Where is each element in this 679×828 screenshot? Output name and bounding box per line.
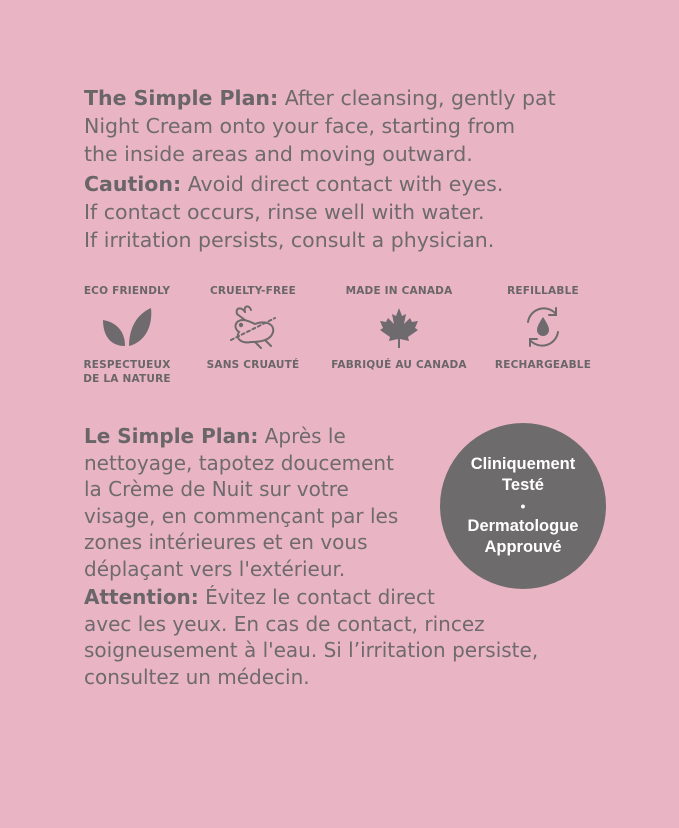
badge-line-1: Cliniquement — [470, 455, 576, 473]
feature-label-fr-1: RESPECTUEUX — [83, 359, 171, 371]
fr-attention-line-3: soigneusement à l'eau. Si l’irritation persiste, — [84, 638, 539, 662]
refill-drop-icon — [520, 304, 566, 350]
feature-label-fr-1: SANS CRUAUTÉ — [206, 359, 300, 371]
caution-line-1: Caution: Avoid direct contact with eyes. — [84, 172, 504, 196]
feature-label-fr-1: FABRIQUÉ AU CANADA — [331, 359, 467, 371]
english-instructions — [84, 84, 604, 254]
fr-attention-line-1: Attention: Évitez le contact direct — [84, 585, 435, 609]
simple-plan-line-2: Night Cream onto your face, starting from — [84, 114, 516, 138]
fr-simple-plan-line-4: visage, en commençant par les — [84, 503, 399, 528]
fr-simple-plan-line-5: zones intérieures et en vous — [84, 530, 368, 554]
simple-plan-line-1: The Simple Plan: After cleansing, gently pat — [84, 86, 556, 110]
simple-plan-line-3: the inside areas and moving outward. — [84, 142, 473, 166]
simple-plan-label: The Simple Plan: — [84, 86, 279, 110]
fr-simple-plan-label: Le Simple Plan: — [84, 424, 259, 448]
feature-made-in-canada — [324, 284, 474, 372]
fr-attention-line-2: avec les yeux. En cas de contact, rincez — [84, 611, 485, 636]
fr-simple-plan-line-1: Le Simple Plan: Après le — [84, 424, 346, 448]
fr-attention-line-4: consultez un médecin. — [84, 664, 310, 689]
badge-line-3: Dermatologue — [467, 517, 579, 535]
feature-label-fr-2: DE LA NATURE — [83, 373, 171, 385]
rabbit-icon — [225, 304, 281, 350]
feature-label-en: CRUELTY-FREE — [209, 285, 297, 297]
feature-label-en: MADE IN CANADA — [345, 285, 453, 297]
fr-simple-plan-line-2: nettoyage, tapotez doucement — [84, 450, 394, 475]
caution-line-3: If irritation persists, consult a physician. — [84, 228, 495, 252]
badge-line-2: Testé — [502, 476, 544, 494]
fr-attention-label: Attention: — [84, 585, 199, 609]
fr-simple-plan-line-6: déplaçant vers l'extérieur. — [84, 556, 346, 581]
leaves-icon — [99, 304, 155, 350]
feature-icons-row — [60, 284, 640, 394]
badge-line-4: Approuvé — [484, 538, 562, 556]
feature-refillable — [468, 284, 618, 372]
caution-label: Caution: — [84, 172, 182, 196]
feature-label-en: REFILLABLE — [507, 285, 579, 297]
feature-label-fr-1: RECHARGEABLE — [494, 359, 592, 371]
feature-cruelty-free — [178, 284, 328, 372]
caution-line-2: If contact occurs, rinse well with water. — [84, 200, 485, 224]
badge-dot: • — [520, 498, 526, 514]
feature-label-en: ECO FRIENDLY — [83, 285, 171, 297]
maple-leaf-icon — [376, 304, 422, 350]
fr-simple-plan-line-3: la Crème de Nuit sur votre — [84, 477, 349, 501]
clinically-tested-badge — [440, 423, 606, 589]
